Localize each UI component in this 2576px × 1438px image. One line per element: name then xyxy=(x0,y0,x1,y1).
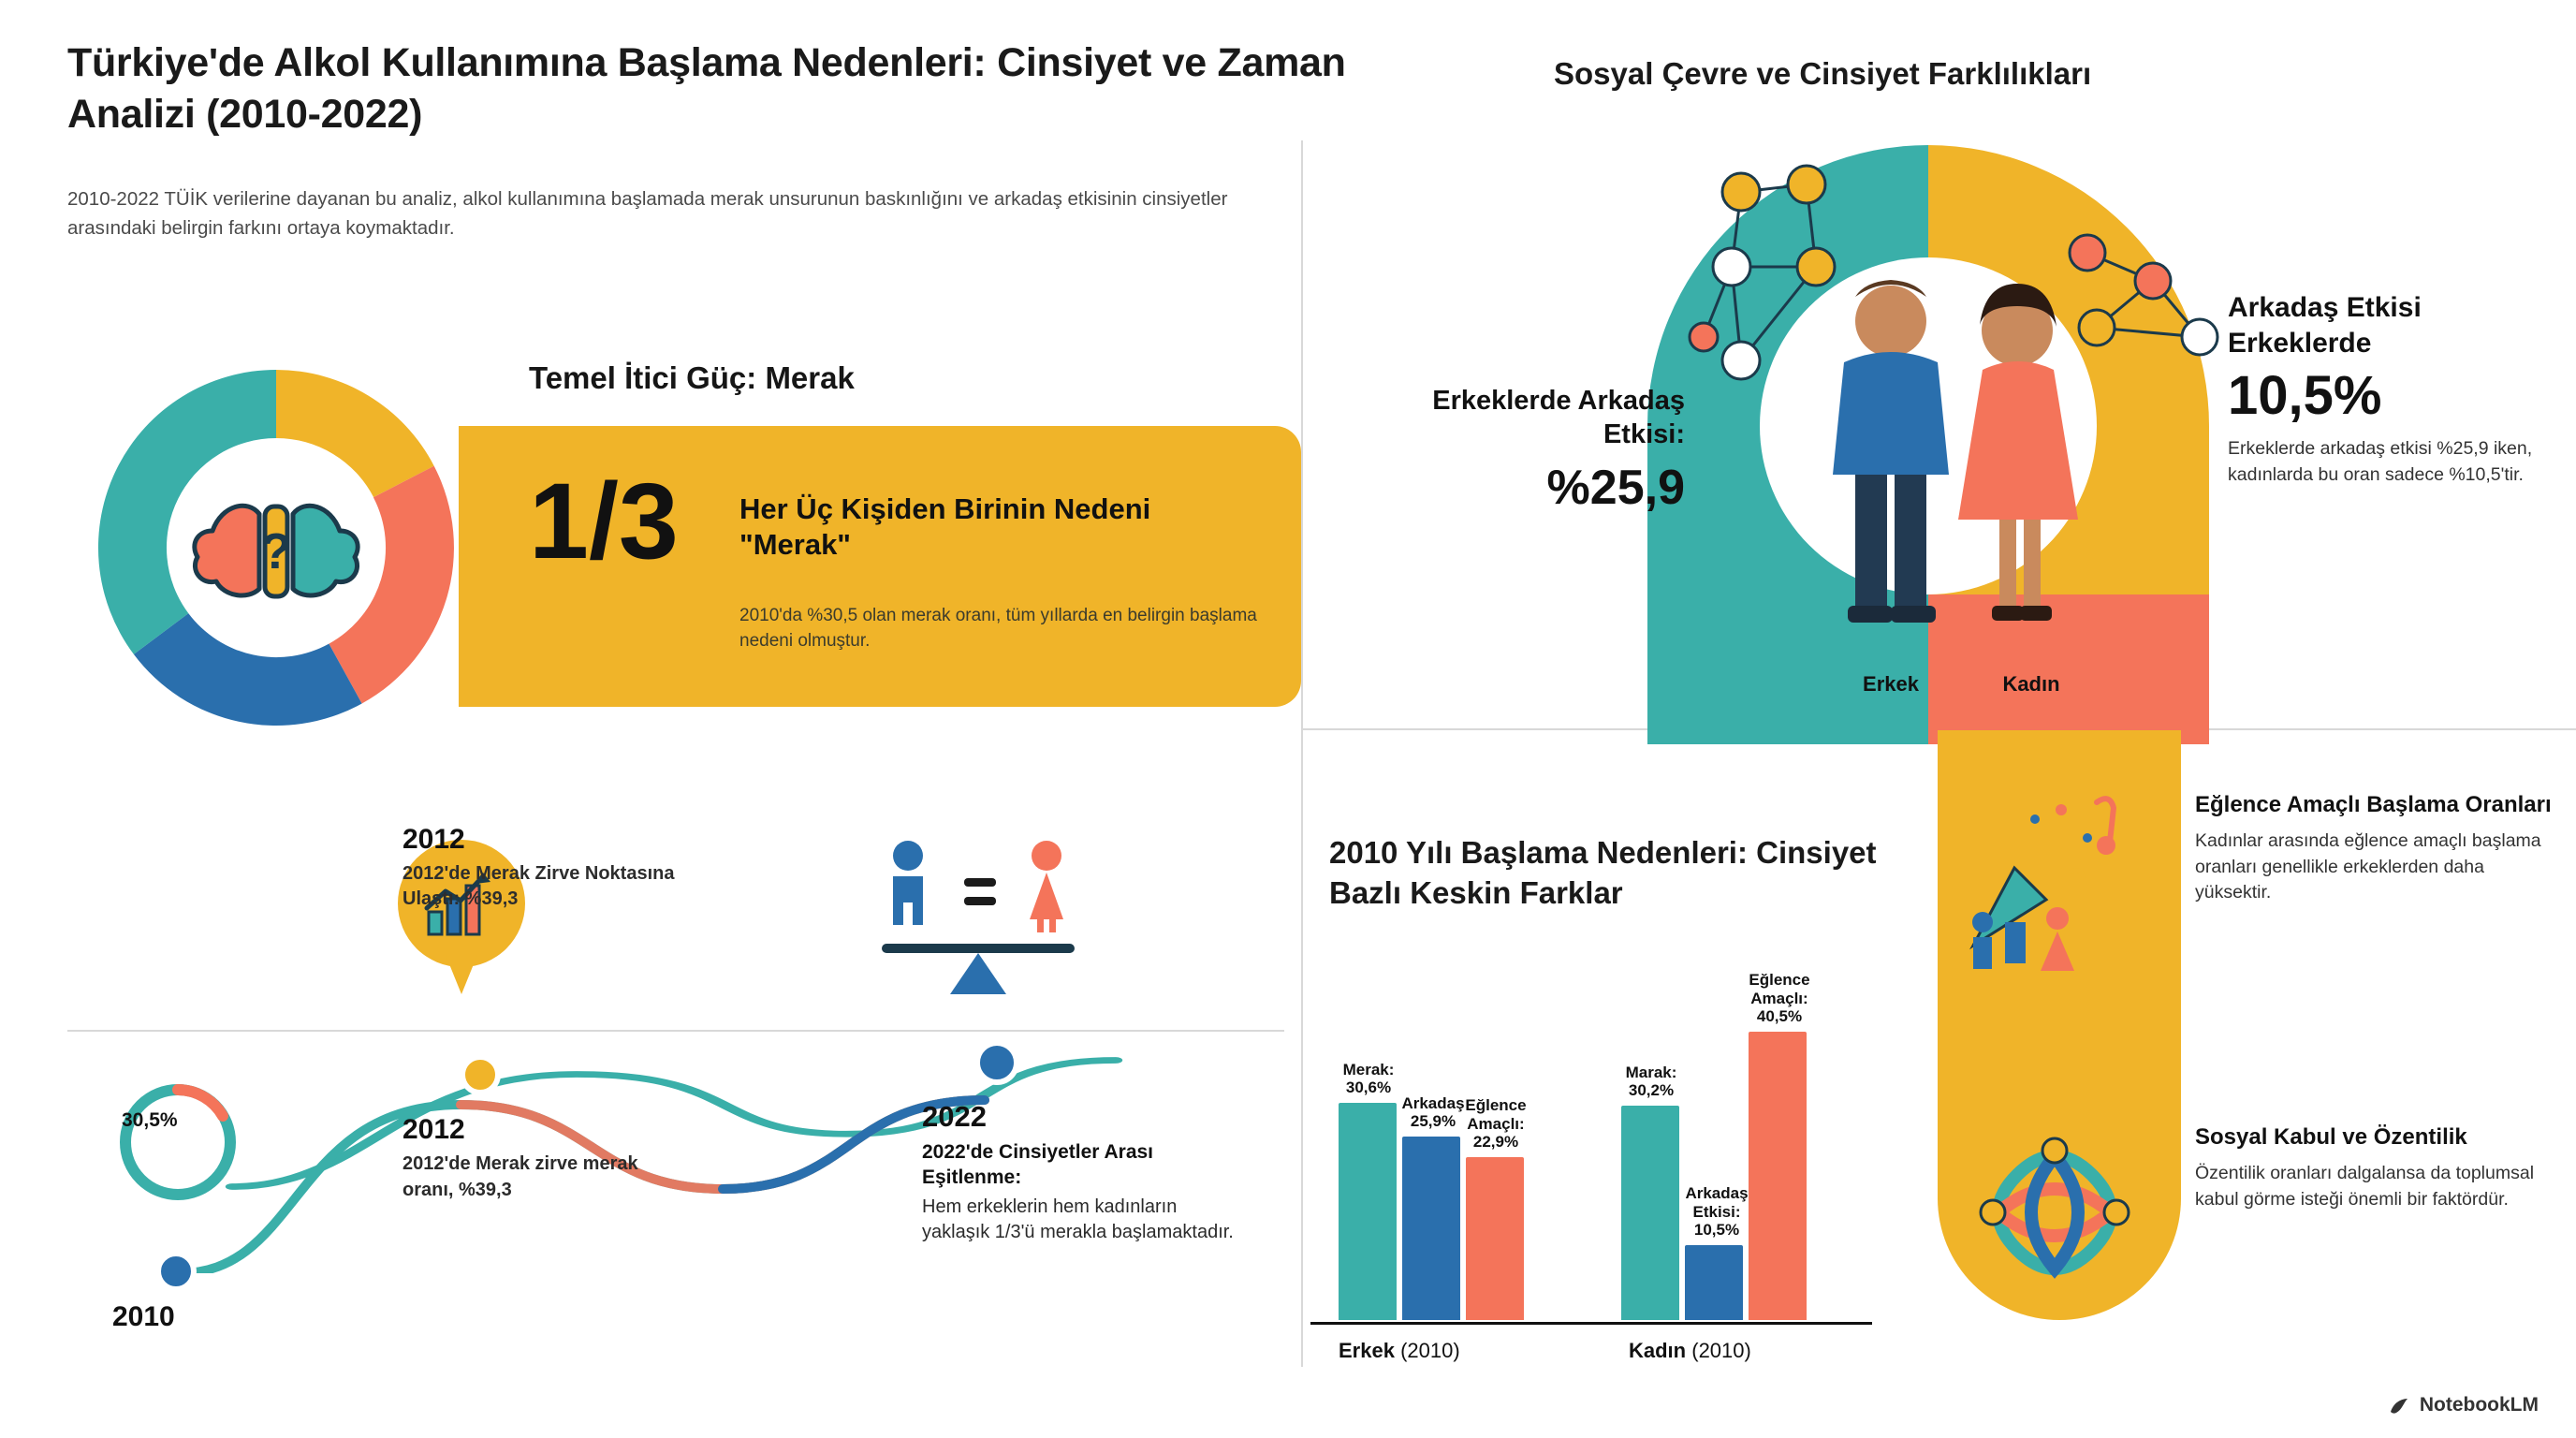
curiosity-description: 2010'da %30,5 olan merak oranı, tüm yıllarda en belirgin başlama nedeni olmuştur. xyxy=(739,606,1257,651)
timeline-2022-block xyxy=(922,1100,1250,1246)
card-social-acceptance xyxy=(2195,1123,2560,1212)
social-acceptance-knot-icon xyxy=(1961,1119,2148,1306)
bar-kadin-arkadas xyxy=(1685,1245,1743,1320)
card-social-title: Sosyal Kabul ve Özentilik xyxy=(2195,1124,2467,1150)
gender-balance-icon xyxy=(871,833,1086,1011)
card-social-text: Özentilik oranları dalgalansa da toplumsal kabul görme isteği önemli bir faktördür. xyxy=(2195,1163,2535,1210)
card-fun-text: Kadınlar arasında eğlence amaçlı başlama oranları genellikle erkeklerden daha yüksektir. xyxy=(2195,830,2541,903)
friend-effect-text: Erkeklerde arkadaş etkisi %25,9 iken, kadınlarda bu oran sadece %10,5'tir. xyxy=(2228,438,2533,485)
timeline-2022-year: 2022 xyxy=(922,1100,987,1133)
notebooklm-icon xyxy=(2387,1393,2411,1417)
card-fun-rates xyxy=(2195,791,2560,906)
svg-text:?: ? xyxy=(260,523,292,580)
bar-group-label-female xyxy=(1629,1339,1844,1363)
page-title: Türkiye'de Alkol Kullanımına Başlama Nedenleri: Cinsiyet ve Zaman Analizi (2010-2022) xyxy=(67,40,1346,138)
couple-illustration xyxy=(1807,276,2106,669)
bar-group-female-year: (2010) xyxy=(1691,1339,1751,1362)
bar-group-male-name: Erkek xyxy=(1339,1339,1395,1362)
friend-effect-label: Arkadaş Etkisi Erkeklerde xyxy=(2228,292,2422,359)
bar-label-erkek-eglence: Eğlence Amaçlı: 22,9% xyxy=(1465,1096,1527,1152)
bar-chart xyxy=(1310,971,1891,1320)
male-friend-effect-label: Erkeklerde Arkadaş Etkisi: xyxy=(1432,386,1685,450)
page-subtitle: 2010-2022 TÜİK verilerine dayanan bu analiz, alkol kullanımına başlamada merak unsurunun baskınlığını ve arkadaş etkisinin cinsiyetler arasındaki belirgin farkını ortaya koymaktadır. xyxy=(67,188,1228,239)
timeline-2012-peak-callout xyxy=(402,824,711,912)
female-caption: Kadın xyxy=(2002,672,2060,696)
male-friend-effect-value: %25,9 xyxy=(1546,460,1685,515)
bar-chart-title: 2010 Yılı Başlama Nedenleri: Cinsiyet Bazlı Keskin Farklar xyxy=(1329,835,1877,910)
timeline-node-2022 xyxy=(969,1034,1025,1095)
bar-group-label-male xyxy=(1339,1339,1554,1363)
footer-brand-label: NotebookLM xyxy=(2419,1394,2539,1416)
bar-erkek-arkadas xyxy=(1402,1137,1460,1320)
timeline-2012-callout-year: 2012 xyxy=(402,824,465,855)
friend-effect-value: 10,5% xyxy=(2228,365,2382,426)
curiosity-headline: Her Üç Kişiden Birinin Nedeni "Merak" xyxy=(739,492,1151,561)
bar-kadin-eglence xyxy=(1749,1032,1807,1320)
footer-brand xyxy=(2387,1393,2539,1417)
timeline-2010-year: 2010 xyxy=(112,1301,175,1332)
bar-label-erkek-arkadas: Arkadaş 25,9% xyxy=(1401,1093,1465,1131)
timeline-2010-value: 30,5% xyxy=(122,1109,178,1131)
bar-label-erkek-merak: Merak: 30,6% xyxy=(1342,1060,1395,1097)
curiosity-section-title: Temel İtici Güç: Merak xyxy=(529,360,855,395)
timeline-2022-headline: 2022'de Cinsiyetler Arası Eşitlenme: xyxy=(922,1141,1154,1189)
timeline-2022-text: Hem erkeklerin hem kadınların yaklaşık 1/3'ü merakla başlamaktadır. xyxy=(922,1196,1234,1243)
bar-erkek-eglence xyxy=(1466,1157,1524,1320)
brain-question-icon xyxy=(195,506,358,596)
timeline-2012-block xyxy=(402,1114,693,1203)
bar-label-kadin-eglence: Eğlence Amaçlı: 40,5% xyxy=(1749,971,1810,1026)
bar-group-male-year: (2010) xyxy=(1400,1339,1460,1362)
timeline-node-2010 xyxy=(150,1245,202,1302)
timeline-2012-year: 2012 xyxy=(402,1114,465,1145)
timeline-2012-callout-text: 2012'de Merak Zirve Noktasına Ulaştı: %39,3 xyxy=(402,863,675,910)
timeline-2012-text: 2012'de Merak zirve merak oranı, %39,3 xyxy=(402,1153,638,1200)
male-friend-effect-stat xyxy=(1404,384,1685,516)
card-fun-title: Eğlence Amaçlı Başlama Oranları xyxy=(2195,792,2552,817)
timeline-2010-bubble xyxy=(112,1077,243,1212)
timeline-node-2012 xyxy=(454,1049,506,1106)
curiosity-fraction: 1/3 xyxy=(529,462,679,581)
friend-effect-card xyxy=(2228,290,2565,488)
curiosity-donut-chart xyxy=(75,346,477,749)
party-celebration-icon xyxy=(1956,782,2153,978)
bar-kadin-merak xyxy=(1621,1106,1679,1320)
bar-group-female-name: Kadın xyxy=(1629,1339,1687,1362)
bar-label-kadin-merak: Marak: 30,2% xyxy=(1625,1063,1677,1100)
bar-label-kadin-arkadas: Arkadaş Etkisi: 10,5% xyxy=(1685,1184,1749,1240)
bar-chart-axis xyxy=(1310,1322,1872,1325)
right-panel-title: Sosyal Çevre ve Cinsiyet Farklılıkları xyxy=(1554,56,2092,91)
bar-erkek-merak xyxy=(1339,1103,1397,1320)
male-caption: Erkek xyxy=(1863,672,1919,696)
